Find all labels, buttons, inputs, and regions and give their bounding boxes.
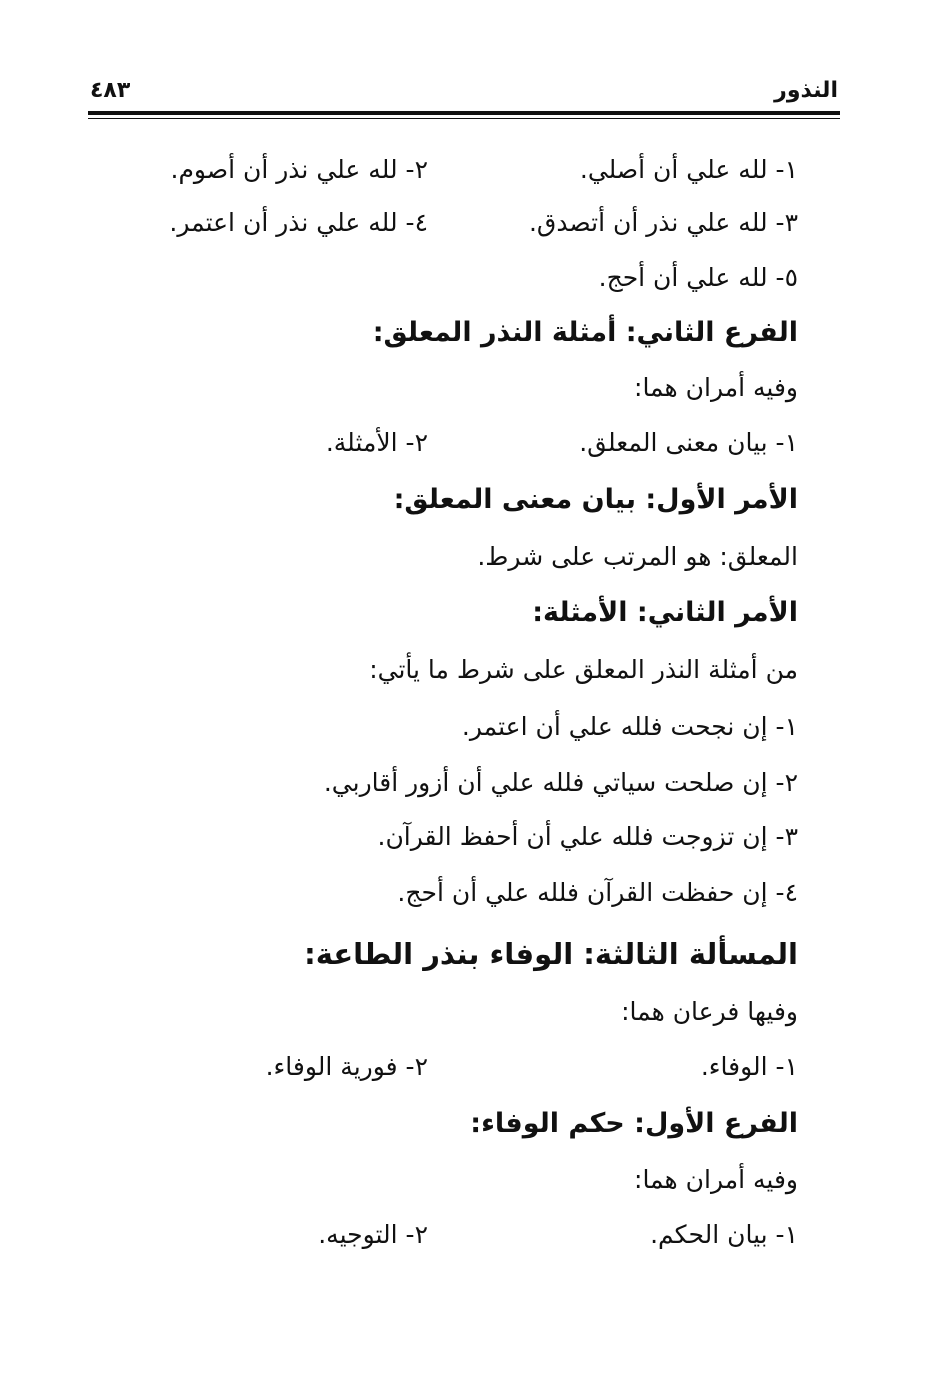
list-item: ٢- إن صلحت سياتي فلله علي أن أزور أقاربي. [323, 768, 798, 797]
section-heading: الأمر الأول: بيان معنى المعلق: [393, 484, 798, 515]
list-item: ١- بيان معنى المعلق. [579, 428, 798, 457]
list-item: ١- الوفاء. [700, 1052, 798, 1081]
list-item: ٤- إن حفظت القرآن فلله علي أن أحج. [397, 878, 798, 907]
page-number: ٤٨٣ [90, 78, 131, 103]
list-item: ١- إن نجحت فلله علي أن اعتمر. [461, 712, 798, 741]
list-row [120, 1047, 798, 1087]
section-heading: المسألة الثالثة: الوفاء بنذر الطاعة: [304, 937, 798, 971]
paragraph: المعلق: هو المرتب على شرط. [477, 542, 798, 571]
running-title: النذور [774, 78, 838, 103]
list-item: ٥- لله علي أن أحج. [598, 263, 798, 292]
list-row [120, 150, 798, 190]
list-item: ٢- التوجيه. [318, 1220, 428, 1249]
list-item: ٢- لله علي نذر أن أصوم. [170, 155, 428, 184]
paragraph: من أمثلة النذر المعلق على شرط ما يأتي: [369, 655, 798, 684]
paragraph: وفيه أمران هما: [634, 1165, 798, 1194]
header-rule-thin [88, 118, 840, 119]
section-heading: الأمر الثاني: الأمثلة: [532, 597, 798, 628]
list-item: ٤- لله علي نذر أن اعتمر. [169, 208, 428, 237]
section-heading: الفرع الأول: حكم الوفاء: [470, 1108, 798, 1139]
list-item: ٢- الأمثلة. [325, 428, 428, 457]
list-row [120, 423, 798, 463]
list-item: ١- لله علي أن أصلي. [579, 155, 798, 184]
list-row [120, 203, 798, 243]
paragraph: وفيه أمران هما: [634, 373, 798, 402]
list-item: ١- بيان الحكم. [650, 1220, 798, 1249]
list-item: ٣- إن تزوجت فلله علي أن أحفظ القرآن. [377, 822, 798, 851]
list-item: ٢- فورية الوفاء. [265, 1052, 428, 1081]
header-rule [88, 111, 840, 115]
list-row [120, 258, 798, 298]
section-heading: الفرع الثاني: أمثلة النذر المعلق: [372, 317, 798, 348]
page-header [90, 78, 838, 108]
list-row [120, 1215, 798, 1255]
paragraph: وفيها فرعان هما: [621, 997, 798, 1026]
list-item: ٣- لله علي نذر أن أتصدق. [528, 208, 798, 237]
